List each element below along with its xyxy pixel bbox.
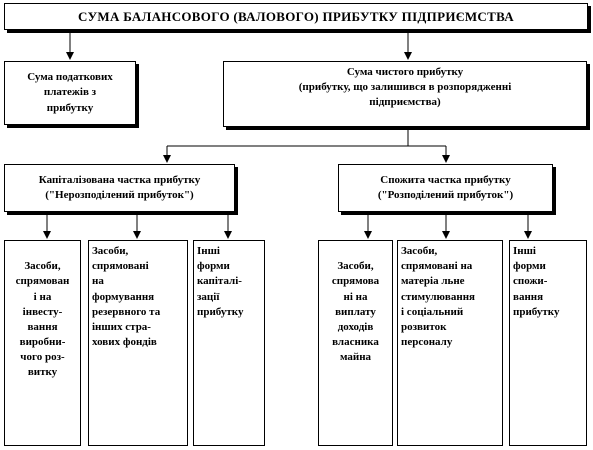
capitalized-share-label: Капіталізована частка прибутку ("Нерозподілений прибуток") xyxy=(38,173,201,201)
consumed-share-label: Спожита частка прибутку ("Розподілений прибуток") xyxy=(377,173,514,201)
leaf-investment-box xyxy=(4,240,81,446)
leaf-other-consumption-label: Інші форми спожи- вання прибутку xyxy=(513,245,560,318)
leaf-reserve-label: Засоби, спрямовані на формування резервного та інших стра- хових фондів xyxy=(92,245,161,349)
diagram-title: СУМА БАЛАНСОВОГО (ВАЛОВОГО) ПРИБУТКУ ПІДПРИЄМСТВА xyxy=(78,8,514,24)
net-profit-box xyxy=(223,61,587,127)
leaf-dividends-box xyxy=(318,240,393,446)
title-box xyxy=(4,3,588,30)
leaf-other-capitalization-label: Інші форми капіталі- зації прибутку xyxy=(197,245,244,318)
leaf-other-consumption-box xyxy=(509,240,587,446)
consumed-share-box xyxy=(338,164,553,212)
leaf-incentives-label: Засоби, спрямовані на матеріа льне стимулювання і соціальний розвиток персоналу xyxy=(401,245,475,349)
tax-payments-label: Сума податкових платежів з прибутку xyxy=(27,71,113,114)
leaf-dividends-label: Засоби, спрямова ні на виплату доходів власника майна xyxy=(331,260,380,364)
leaf-other-capitalization-box xyxy=(193,240,265,446)
leaf-reserve-box xyxy=(88,240,188,446)
leaf-incentives-box xyxy=(397,240,503,446)
net-profit-label: Сума чистого прибутку (прибутку, що залишився в розпорядженні підприємства) xyxy=(298,66,512,109)
capitalized-share-box xyxy=(4,164,235,212)
leaf-investment-label: Засоби, спрямован і на інвесту- вання виробни- чого роз- витку xyxy=(15,260,70,379)
tax-payments-box xyxy=(4,61,136,125)
